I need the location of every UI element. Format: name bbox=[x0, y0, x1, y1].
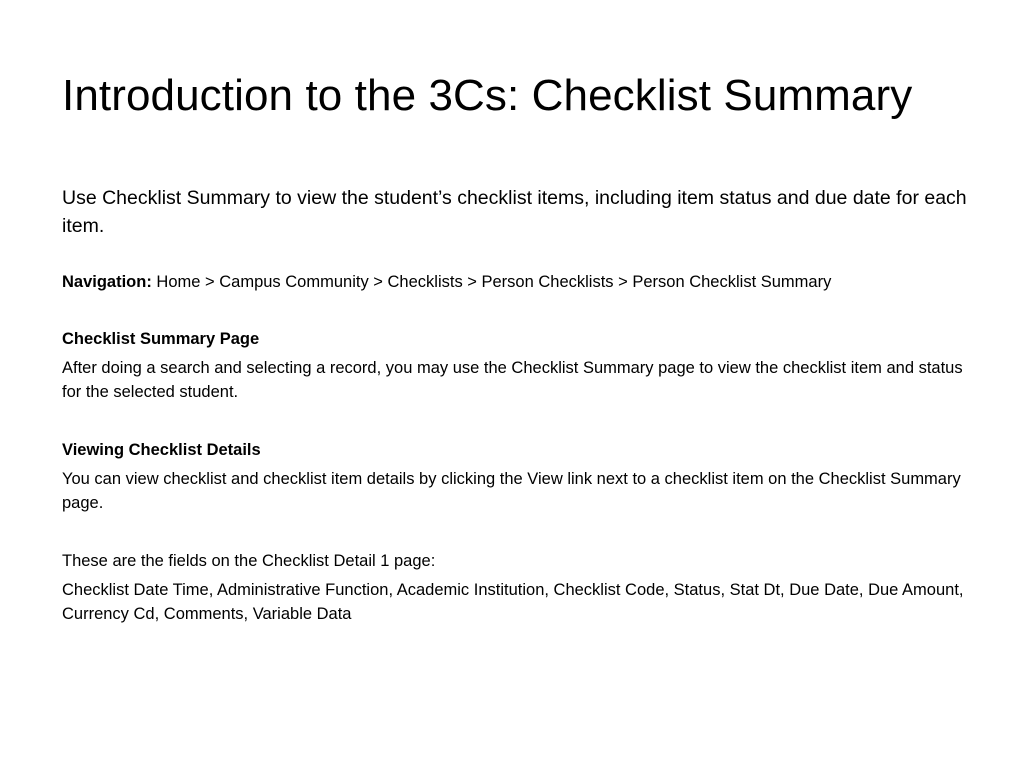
section-text-viewing-checklist-details: You can view checklist and checklist item details by clicking the View link next to a checklist item on the Checklist Summary page. bbox=[62, 470, 961, 512]
navigation-breadcrumb: Home > Campus Community > Checklists > Person Checklists > Person Checklist Summary bbox=[151, 273, 832, 291]
fields-list: Checklist Date Time, Administrative Function, Academic Institution, Checklist Code, Status, Stat Dt, Due Date, Due Amount, Currency Cd, Comments, Variable Data bbox=[62, 581, 964, 623]
navigation-path bbox=[62, 270, 967, 294]
section-text-checklist-summary-page: After doing a search and selecting a record, you may use the Checklist Summary page to view the checklist item and status for the selected student. bbox=[62, 359, 963, 401]
slide-title: Introduction to the 3Cs: Checklist Summary bbox=[62, 71, 913, 120]
section-heading-checklist-summary-page: Checklist Summary Page bbox=[62, 330, 260, 348]
navigation-label: Navigation: bbox=[62, 273, 152, 291]
fields-intro: These are the fields on the Checklist Detail 1 page: bbox=[62, 552, 436, 570]
intro-text: Use Checklist Summary to view the student’s checklist items, including item status and due date for each item. bbox=[62, 187, 967, 237]
slide-body bbox=[62, 184, 967, 626]
section-heading-viewing-checklist-details: Viewing Checklist Details bbox=[62, 441, 261, 459]
